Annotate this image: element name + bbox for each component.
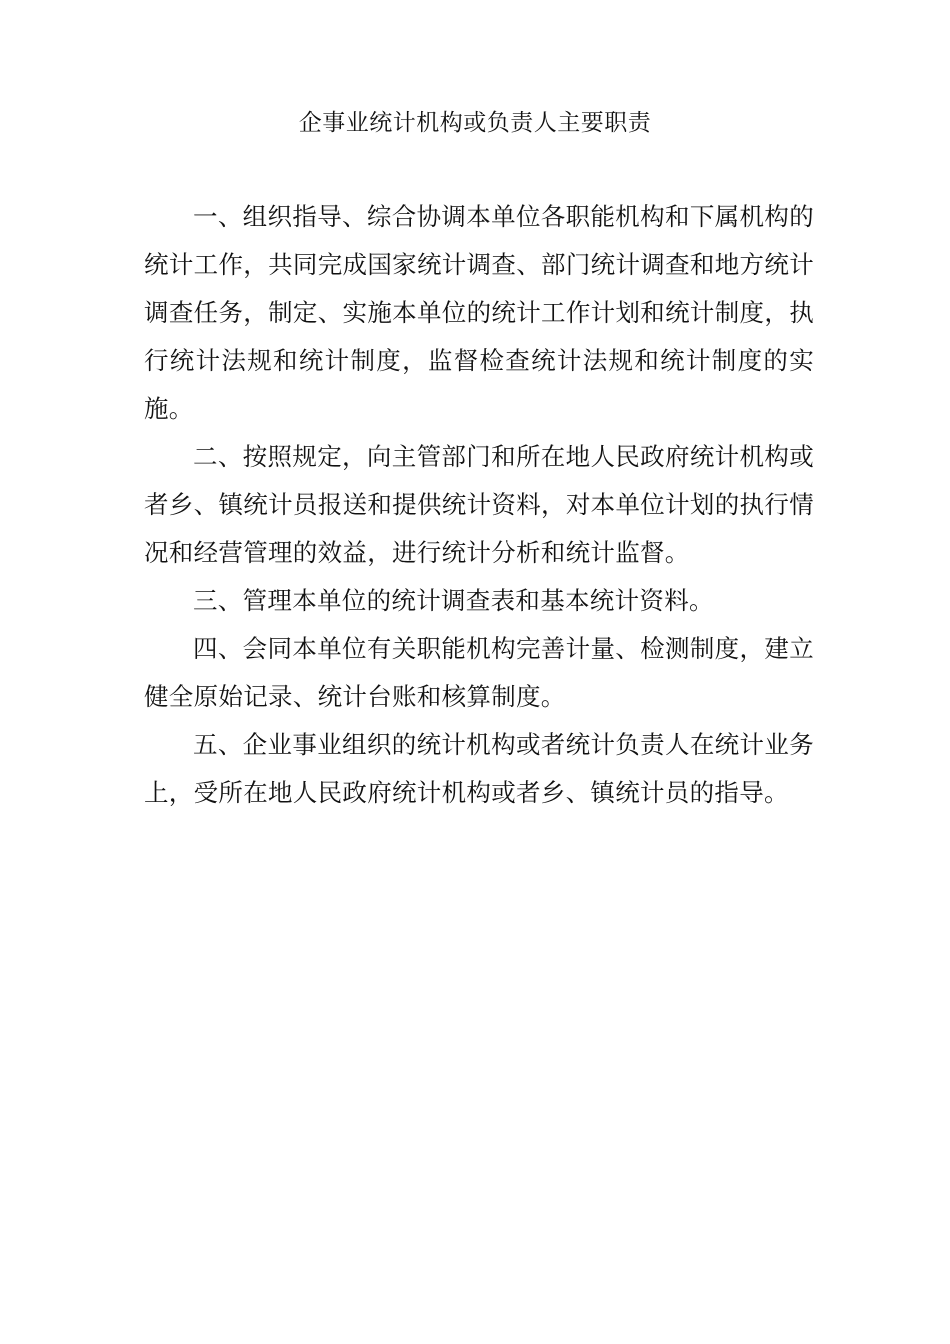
paragraph-1: 一、组织指导、综合协调本单位各职能机构和下属机构的统计工作，共同完成国家统计调查、部门统计调查和地方统计调查任务，制定、实施本单位的统计工作计划和统计制度，执行统计法规和统计制度，监督检查统计法规和统计制度的实施。: [144, 202, 814, 423]
paragraph-2: 二、按照规定，向主管部门和所在地人民政府统计机构或者乡、镇统计员报送和提供统计资料，对本单位计划的执行情况和经营管理的效益，进行统计分析和统计监督。: [144, 442, 814, 567]
document-title: 企事业统计机构或负责人主要职责: [298, 110, 652, 136]
paragraph-4: 四、会同本单位有关职能机构完善计量、检测制度，建立健全原始记录、统计台账和核算制度。: [144, 634, 814, 711]
paragraph-5: 五、企业事业组织的统计机构或者统计负责人在统计业务上，受所在地人民政府统计机构或者乡、镇统计员的指导。: [144, 730, 814, 807]
document-body: [144, 193, 814, 817]
paragraph-3: 三、管理本单位的统计调查表和基本统计资料。: [193, 586, 714, 615]
